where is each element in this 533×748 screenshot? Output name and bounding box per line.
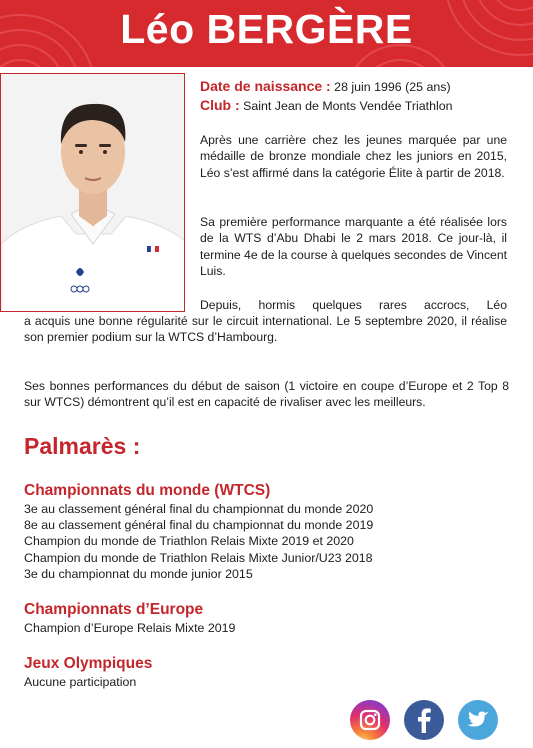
birth-line [200,77,520,96]
club-value: Saint Jean de Monts Vendée Triathlon [239,99,453,113]
bio-paragraph-1: Après une carrière chez les jeunes marquée par une médaille de bronze mondiale chez les juniors en 2015, Léo s’est affirmé dans la catégorie Élite à partir de 2018. [200,133,507,180]
bio-paragraph-2: Sa première performance marquante a été réalisée lors de la WTS d’Abu Dhabi le 2 mars 2018. Ce jour-là, il termine 4e de la course à quelques secondes de Vincent Luis. [200,215,507,278]
section-title-olympics: Jeux Olympiques [24,655,153,672]
athlete-info [200,77,520,115]
athlete-photo [0,73,185,312]
bio-paragraph-3-rest: a acquis une bonne régularité sur le circuit international. Le 5 septembre 2020, il réalise son premier podium sur la WTCS d’Hambourg. [24,314,507,345]
bio-paragraph-4: Ses bonnes performances du début de saison (1 victoire en coupe d’Europe et 2 Top 8 sur WTCS) démontrent qu’il est en capacité de rivaliser avec les meilleurs. [24,379,509,410]
section-title-europe: Championnats d’Europe [24,601,204,618]
twitter-icon[interactable] [458,700,498,740]
flag-badge-icon [147,246,159,252]
list-item: Aucune participation [24,675,137,689]
section-title-world: Championnats du monde (WTCS) [24,482,271,499]
list-item: 8e au classement général final du championnat du monde 2019 [24,518,374,533]
list-item: 3e du championnat du monde junior 2015 [24,566,253,581]
palmares-heading: Palmarès : [24,433,141,459]
list-item: Champion d’Europe Relais Mixte 2019 [24,621,236,635]
athlete-name: Léo BERGÈRE [120,6,413,52]
list-item: Champion du monde de Triathlon Relais Mixte Junior/U23 2018 [24,550,373,565]
header-banner [0,0,533,67]
olympics-list [24,674,136,690]
birth-label: Date de naissance : [200,78,331,94]
list-item: Champion du monde de Triathlon Relais Mixte 2019 et 2020 [24,534,354,549]
list-item: 3e au classement général final du championnat du monde 2020 [24,502,374,516]
world-championships-list [24,501,373,582]
bio-paragraph-3-start: Depuis, hormis quelques rares accrocs, Léo [200,298,507,312]
instagram-icon[interactable] [350,700,390,740]
europe-championships-list [24,620,235,636]
club-line [200,96,520,115]
facebook-icon[interactable] [404,700,444,740]
club-label: Club : [200,97,240,113]
birth-value: 28 juin 1996 (25 ans) [330,80,451,94]
